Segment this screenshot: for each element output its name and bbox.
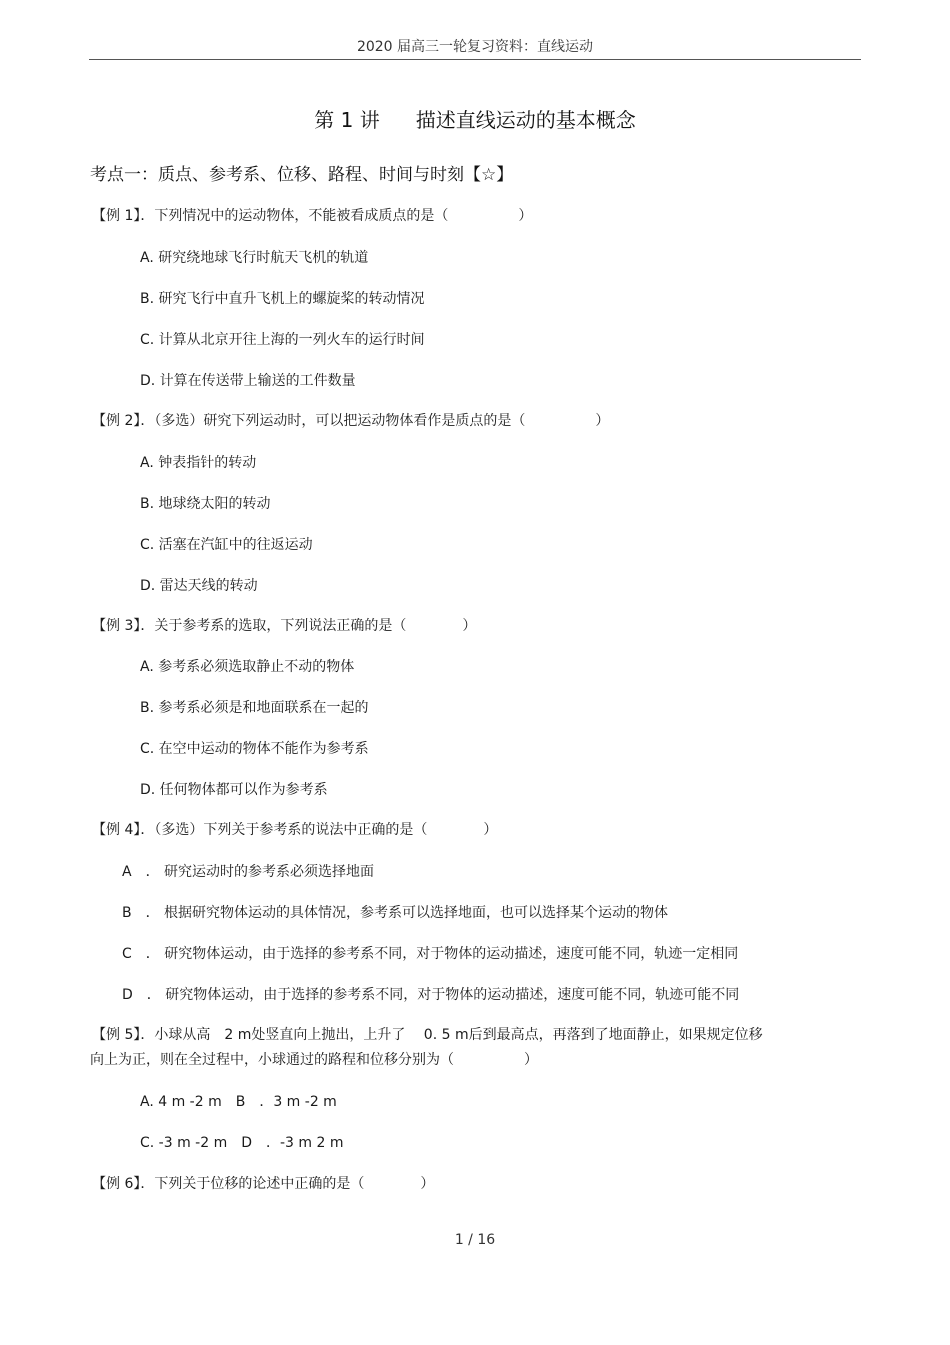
question-5-stem-line1: 【例 5】．小球从高 2 m处竖直向上抛出，上升了 0. 5 m后到最高点，再落到了地面静止，如果规定位移 <box>92 1027 763 1043</box>
lecture-topic: 描述直线运动的基本概念 <box>415 108 636 132</box>
page-number: 1 / 16 <box>454 1232 496 1248</box>
question-1-option-d: D. 计算在传送带上输送的工件数量 <box>140 373 356 389</box>
question-2-option-d: D. 雷达天线的转动 <box>140 578 258 594</box>
question-1-stem: 【例 1】．下列情况中的运动物体，不能被看成质点的是（ ） <box>92 208 533 224</box>
question-5-options-ab: A. 4 m -2 m B ．3 m -2 m <box>140 1094 337 1110</box>
question-4-option-b: B ． 根据研究物体运动的具体情况，参考系可以选择地面，也可以选择某个运动的物体 <box>122 905 669 921</box>
question-4-option-d: D ． 研究物体运动，由于选择的参考系不同，对于物体的运动描述，速度可能不同，轨迹可能不同 <box>122 987 740 1003</box>
question-5-stem-line2: 向上为正，则在全过程中，小球通过的路程和位移分别为（ ） <box>90 1052 538 1068</box>
question-1-option-b: B. 研究飞行中直升飞机上的螺旋桨的转动情况 <box>140 291 425 307</box>
question-1-option-a: A. 研究绕地球飞行时航天飞机的轨道 <box>140 250 369 266</box>
question-3-option-d: D. 任何物体都可以作为参考系 <box>140 782 328 798</box>
header-rule <box>89 59 861 60</box>
question-4-option-a: A ． 研究运动时的参考系必须选择地面 <box>122 864 375 880</box>
question-3-option-a: A. 参考系必须选取静止不动的物体 <box>140 659 355 675</box>
question-4-option-c: C ． 研究物体运动，由于选择的参考系不同，对于物体的运动描述，速度可能不同，轨迹一定相同 <box>122 946 739 962</box>
question-3-stem: 【例 3】．关于参考系的选取，下列说法正确的是（ ） <box>92 618 477 634</box>
question-3-option-b: B. 参考系必须是和地面联系在一起的 <box>140 700 369 716</box>
lecture-title <box>0 104 950 133</box>
running-header: 2020 届高三一轮复习资料：直线运动 <box>356 39 594 55</box>
question-2-option-b: B. 地球绕太阳的转动 <box>140 496 271 512</box>
question-6-stem: 【例 6】．下列关于位移的论述中正确的是（ ） <box>92 1176 435 1192</box>
question-2-option-c: C. 活塞在汽缸中的往返运动 <box>140 537 313 553</box>
question-3-option-c: C. 在空中运动的物体不能作为参考系 <box>140 741 369 757</box>
question-2-option-a: A. 钟表指针的转动 <box>140 455 257 471</box>
question-2-stem: 【例 2】．（多选）研究下列运动时，可以把运动物体看作是质点的是（ ） <box>92 413 610 429</box>
question-5-options-cd: C. -3 m -2 m D ．-3 m 2 m <box>140 1135 344 1151</box>
question-4-stem: 【例 4】．（多选）下列关于参考系的说法中正确的是（ ） <box>92 822 498 838</box>
question-1-option-c: C. 计算从北京开往上海的一列火车的运行时间 <box>140 332 425 348</box>
lecture-number: 第 1 讲 <box>314 108 380 132</box>
section-heading: 考点一：质点、参考系、位移、路程、时间与时刻【☆】 <box>90 165 514 185</box>
